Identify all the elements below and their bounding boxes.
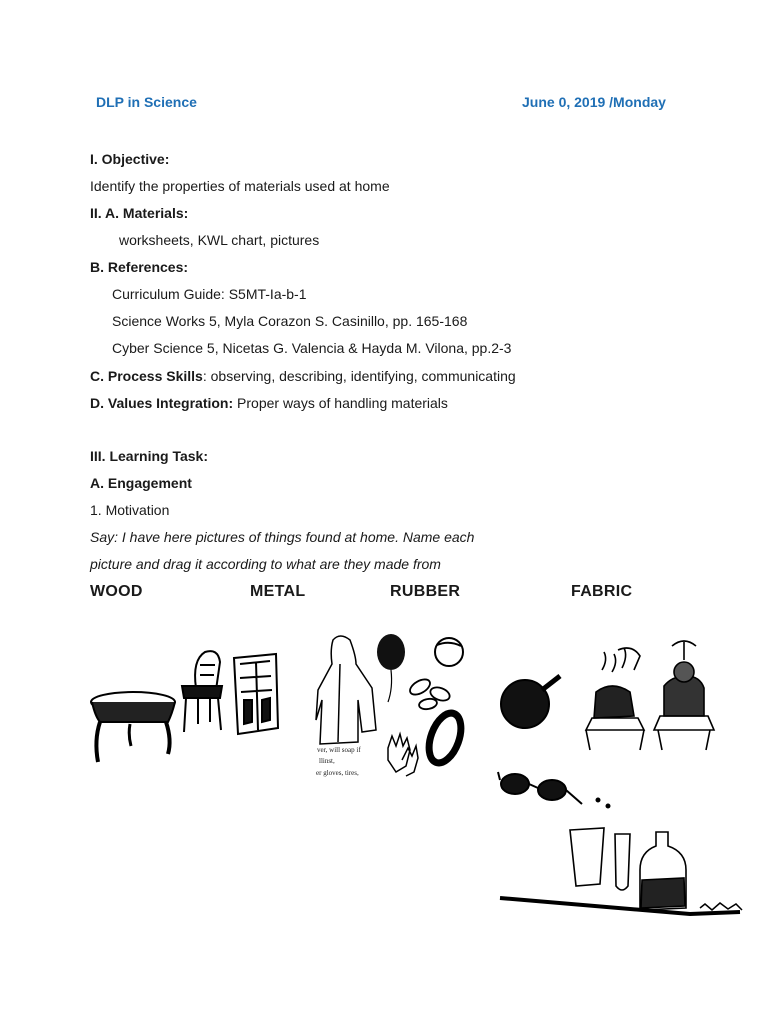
table-picture[interactable]	[91, 692, 175, 762]
sunglasses-picture[interactable]	[498, 772, 610, 808]
picture-caption-line: er gloves, tires,	[316, 769, 359, 777]
balloon-picture[interactable]	[377, 634, 405, 702]
kettle-picture[interactable]	[586, 648, 644, 750]
document-title: DLP in Science	[96, 94, 197, 110]
process-skills-text: : observing, describing, identifying, communicating	[202, 368, 516, 384]
say-instruction-line-1: Say: I have here pictures of things found at home. Name each	[90, 529, 475, 545]
reference-item: Science Works 5, Myla Corazon S. Casinillo, pp. 165-168	[112, 313, 468, 329]
picture-caption-line: ver, will soap if	[317, 746, 361, 754]
values-text: Proper ways of handling materials	[233, 395, 448, 411]
ball-picture[interactable]	[435, 638, 463, 666]
chair-picture[interactable]	[182, 651, 222, 732]
materials-heading: II. A. Materials:	[90, 205, 189, 221]
materials-text: worksheets, KWL chart, pictures	[119, 232, 320, 248]
rubber-bands-picture[interactable]	[407, 676, 451, 710]
say-instruction-line-2: picture and drag it according to what are they made from	[90, 556, 441, 572]
window-picture[interactable]	[234, 654, 278, 734]
pan-picture[interactable]	[501, 676, 560, 728]
surface-line	[500, 898, 740, 914]
values-label: D. Values Integration:	[90, 395, 234, 411]
category-wood: WOOD	[90, 583, 143, 600]
reference-item: Curriculum Guide: S5MT-Ia-b-1	[112, 286, 307, 302]
category-fabric: FABRIC	[571, 583, 633, 600]
gloves-picture[interactable]	[388, 734, 418, 776]
category-rubber: RUBBER	[390, 583, 461, 600]
pot-picture[interactable]	[654, 641, 714, 750]
engagement-heading: A. Engagement	[90, 475, 192, 491]
glassware-picture[interactable]	[570, 828, 686, 910]
surface-speckle	[700, 903, 742, 910]
process-skills-label: C. Process Skills	[90, 368, 203, 384]
learning-task-heading: III. Learning Task:	[90, 448, 208, 464]
references-heading: B. References:	[90, 259, 189, 275]
category-metal: METAL	[250, 583, 306, 600]
picture-caption-line: llinst,	[319, 757, 335, 765]
tire-picture[interactable]	[423, 709, 467, 767]
objective-text: Identify the properties of materials used at home	[90, 178, 390, 194]
reference-item: Cyber Science 5, Nicetas G. Valencia & Hayda M. Vilona, pp.2-3	[112, 340, 512, 356]
document-date: June 0, 2019 /Monday	[522, 94, 666, 110]
motivation-label: 1. Motivation	[90, 502, 170, 518]
objective-heading: I. Objective:	[90, 151, 170, 167]
raincoat-picture[interactable]	[316, 636, 376, 744]
